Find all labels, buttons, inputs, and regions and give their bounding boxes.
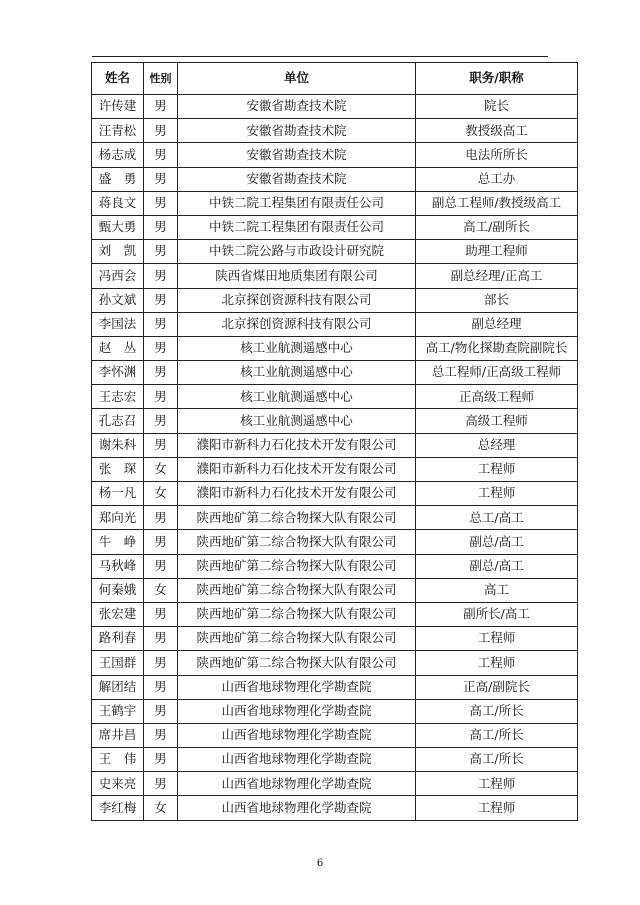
name-cell: 王志宏 (92, 385, 144, 409)
name-cell: 马秋峰 (92, 554, 144, 578)
unit-cell: 山西省地球物理化学勘查院 (178, 796, 416, 820)
table-row (92, 95, 578, 119)
unit-cell: 陕西地矿第二综合物探大队有限公司 (178, 651, 416, 675)
table-row (92, 772, 578, 796)
gender-cell: 男 (144, 602, 178, 626)
gender-cell: 男 (144, 651, 178, 675)
table-row (92, 506, 578, 530)
unit-cell: 安徽省勘查技术院 (178, 95, 416, 119)
name-cell: 蒋良文 (92, 191, 144, 215)
page-number: 6 (316, 858, 324, 869)
title-cell: 高工/副所长 (416, 215, 578, 239)
gender-cell: 女 (144, 482, 178, 506)
table-row (92, 288, 578, 312)
name-cell: 杨一凡 (92, 482, 144, 506)
title-cell: 正高/副院长 (416, 675, 578, 699)
unit-cell: 中铁二院工程集团有限责任公司 (178, 215, 416, 239)
name-cell: 赵 丛 (92, 336, 144, 360)
gender-cell: 男 (144, 191, 178, 215)
name-cell: 史来亮 (92, 772, 144, 796)
title-cell: 副总工程师/教授级高工 (416, 191, 578, 215)
title-cell: 总工程师/正高级工程师 (416, 361, 578, 385)
table-row (92, 191, 578, 215)
table-row (92, 602, 578, 626)
unit-cell: 濮阳市新科力石化技术开发有限公司 (178, 482, 416, 506)
title-cell: 高工/所长 (416, 723, 578, 747)
title-cell: 副总/高工 (416, 554, 578, 578)
name-cell: 李红梅 (92, 796, 144, 820)
unit-cell: 安徽省勘查技术院 (178, 143, 416, 167)
name-cell: 杨志成 (92, 143, 144, 167)
gender-cell: 男 (144, 699, 178, 723)
name-cell: 席井昌 (92, 723, 144, 747)
name-cell: 路利春 (92, 627, 144, 651)
title-cell: 高工/所长 (416, 748, 578, 772)
unit-cell: 山西省地球物理化学勘查院 (178, 699, 416, 723)
gender-cell: 男 (144, 554, 178, 578)
unit-cell: 安徽省勘查技术院 (178, 119, 416, 143)
name-cell: 李怀渊 (92, 361, 144, 385)
gender-cell: 男 (144, 264, 178, 288)
table-row (92, 264, 578, 288)
gender-cell: 女 (144, 796, 178, 820)
unit-cell: 北京探创资源科技有限公司 (178, 312, 416, 336)
gender-cell: 男 (144, 748, 178, 772)
unit-cell: 陕西地矿第二综合物探大队有限公司 (178, 602, 416, 626)
table-row (92, 457, 578, 481)
table-row (92, 482, 578, 506)
gender-cell: 男 (144, 240, 178, 264)
table-row (92, 215, 578, 239)
gender-cell: 男 (144, 167, 178, 191)
unit-cell: 核工业航测遥感中心 (178, 409, 416, 433)
gender-cell: 男 (144, 215, 178, 239)
unit-cell: 濮阳市新科力石化技术开发有限公司 (178, 457, 416, 481)
gender-cell: 女 (144, 457, 178, 481)
table-row (92, 240, 578, 264)
unit-cell: 濮阳市新科力石化技术开发有限公司 (178, 433, 416, 457)
name-cell: 盛 勇 (92, 167, 144, 191)
table-row (92, 312, 578, 336)
title-cell: 高工/所长 (416, 699, 578, 723)
gender-cell: 男 (144, 409, 178, 433)
table-row (92, 336, 578, 360)
gender-cell: 男 (144, 336, 178, 360)
gender-cell: 男 (144, 119, 178, 143)
table-row (92, 723, 578, 747)
gender-cell: 男 (144, 433, 178, 457)
header-unit: 单位 (178, 63, 416, 95)
title-cell: 副总经理/正高工 (416, 264, 578, 288)
title-cell: 总工/高工 (416, 506, 578, 530)
title-cell: 工程师 (416, 457, 578, 481)
table-row (92, 796, 578, 820)
header-title: 职务/职称 (416, 63, 578, 95)
table-row (92, 361, 578, 385)
table-row (92, 119, 578, 143)
title-cell: 电法所所长 (416, 143, 578, 167)
title-cell: 工程师 (416, 772, 578, 796)
name-cell: 甄大勇 (92, 215, 144, 239)
name-cell: 王 伟 (92, 748, 144, 772)
name-cell: 张宏建 (92, 602, 144, 626)
unit-cell: 陕西地矿第二综合物探大队有限公司 (178, 554, 416, 578)
unit-cell: 中铁二院工程集团有限责任公司 (178, 191, 416, 215)
table-row (92, 675, 578, 699)
name-cell: 郑向光 (92, 506, 144, 530)
unit-cell: 安徽省勘查技术院 (178, 167, 416, 191)
unit-cell: 核工业航测遥感中心 (178, 336, 416, 360)
title-cell: 部长 (416, 288, 578, 312)
title-cell: 正高级工程师 (416, 385, 578, 409)
title-cell: 工程师 (416, 627, 578, 651)
name-cell: 汪青松 (92, 119, 144, 143)
title-cell: 副所长/高工 (416, 602, 578, 626)
table-row (92, 699, 578, 723)
personnel-table (91, 62, 578, 821)
unit-cell: 山西省地球物理化学勘查院 (178, 772, 416, 796)
unit-cell: 北京探创资源科技有限公司 (178, 288, 416, 312)
gender-cell: 男 (144, 361, 178, 385)
gender-cell: 男 (144, 506, 178, 530)
title-cell: 总经理 (416, 433, 578, 457)
gender-cell: 男 (144, 312, 178, 336)
unit-cell: 陕西地矿第二综合物探大队有限公司 (178, 506, 416, 530)
name-cell: 牛 峥 (92, 530, 144, 554)
title-cell: 院长 (416, 95, 578, 119)
title-cell: 工程师 (416, 482, 578, 506)
gender-cell: 男 (144, 385, 178, 409)
unit-cell: 山西省地球物理化学勘查院 (178, 675, 416, 699)
title-cell: 高级工程师 (416, 409, 578, 433)
name-cell: 李国法 (92, 312, 144, 336)
gender-cell: 男 (144, 772, 178, 796)
table-row (92, 554, 578, 578)
unit-cell: 山西省地球物理化学勘查院 (178, 748, 416, 772)
unit-cell: 陕西地矿第二综合物探大队有限公司 (178, 578, 416, 602)
title-cell: 助理工程师 (416, 240, 578, 264)
header-name: 姓名 (92, 63, 144, 95)
gender-cell: 男 (144, 723, 178, 747)
name-cell: 张 琛 (92, 457, 144, 481)
name-cell: 王国群 (92, 651, 144, 675)
gender-cell: 男 (144, 530, 178, 554)
gender-cell: 男 (144, 288, 178, 312)
name-cell: 刘 凯 (92, 240, 144, 264)
gender-cell: 男 (144, 675, 178, 699)
title-cell: 教授级高工 (416, 119, 578, 143)
gender-cell: 男 (144, 95, 178, 119)
table-header-row (92, 63, 578, 95)
table-row (92, 627, 578, 651)
title-cell: 工程师 (416, 651, 578, 675)
table-row (92, 530, 578, 554)
name-cell: 冯西会 (92, 264, 144, 288)
table-row (92, 578, 578, 602)
table-row (92, 748, 578, 772)
name-cell: 孙文斌 (92, 288, 144, 312)
title-cell: 工程师 (416, 796, 578, 820)
gender-cell: 女 (144, 578, 178, 602)
name-cell: 谢朱科 (92, 433, 144, 457)
gender-cell: 男 (144, 627, 178, 651)
unit-cell: 陕西地矿第二综合物探大队有限公司 (178, 627, 416, 651)
table-body (92, 95, 578, 821)
name-cell: 孔志召 (92, 409, 144, 433)
table-row (92, 167, 578, 191)
name-cell: 何秦娥 (92, 578, 144, 602)
title-cell: 总工办 (416, 167, 578, 191)
table-row (92, 409, 578, 433)
table-row (92, 651, 578, 675)
title-cell: 副总经理 (416, 312, 578, 336)
title-cell: 高工/物化探勘查院副院长 (416, 336, 578, 360)
table-row (92, 385, 578, 409)
unit-cell: 山西省地球物理化学勘查院 (178, 723, 416, 747)
name-cell: 许传建 (92, 95, 144, 119)
unit-cell: 核工业航测遥感中心 (178, 361, 416, 385)
unit-cell: 中铁二院公路与市政设计研究院 (178, 240, 416, 264)
header-rule (92, 56, 548, 57)
name-cell: 王鹤宇 (92, 699, 144, 723)
name-cell: 解团结 (92, 675, 144, 699)
table-row (92, 143, 578, 167)
unit-cell: 陕西省煤田地质集团有限公司 (178, 264, 416, 288)
table-row (92, 433, 578, 457)
unit-cell: 陕西地矿第二综合物探大队有限公司 (178, 530, 416, 554)
unit-cell: 核工业航测遥感中心 (178, 385, 416, 409)
gender-cell: 男 (144, 143, 178, 167)
title-cell: 高工 (416, 578, 578, 602)
title-cell: 副总/高工 (416, 530, 578, 554)
header-gender: 性别 (144, 63, 178, 95)
